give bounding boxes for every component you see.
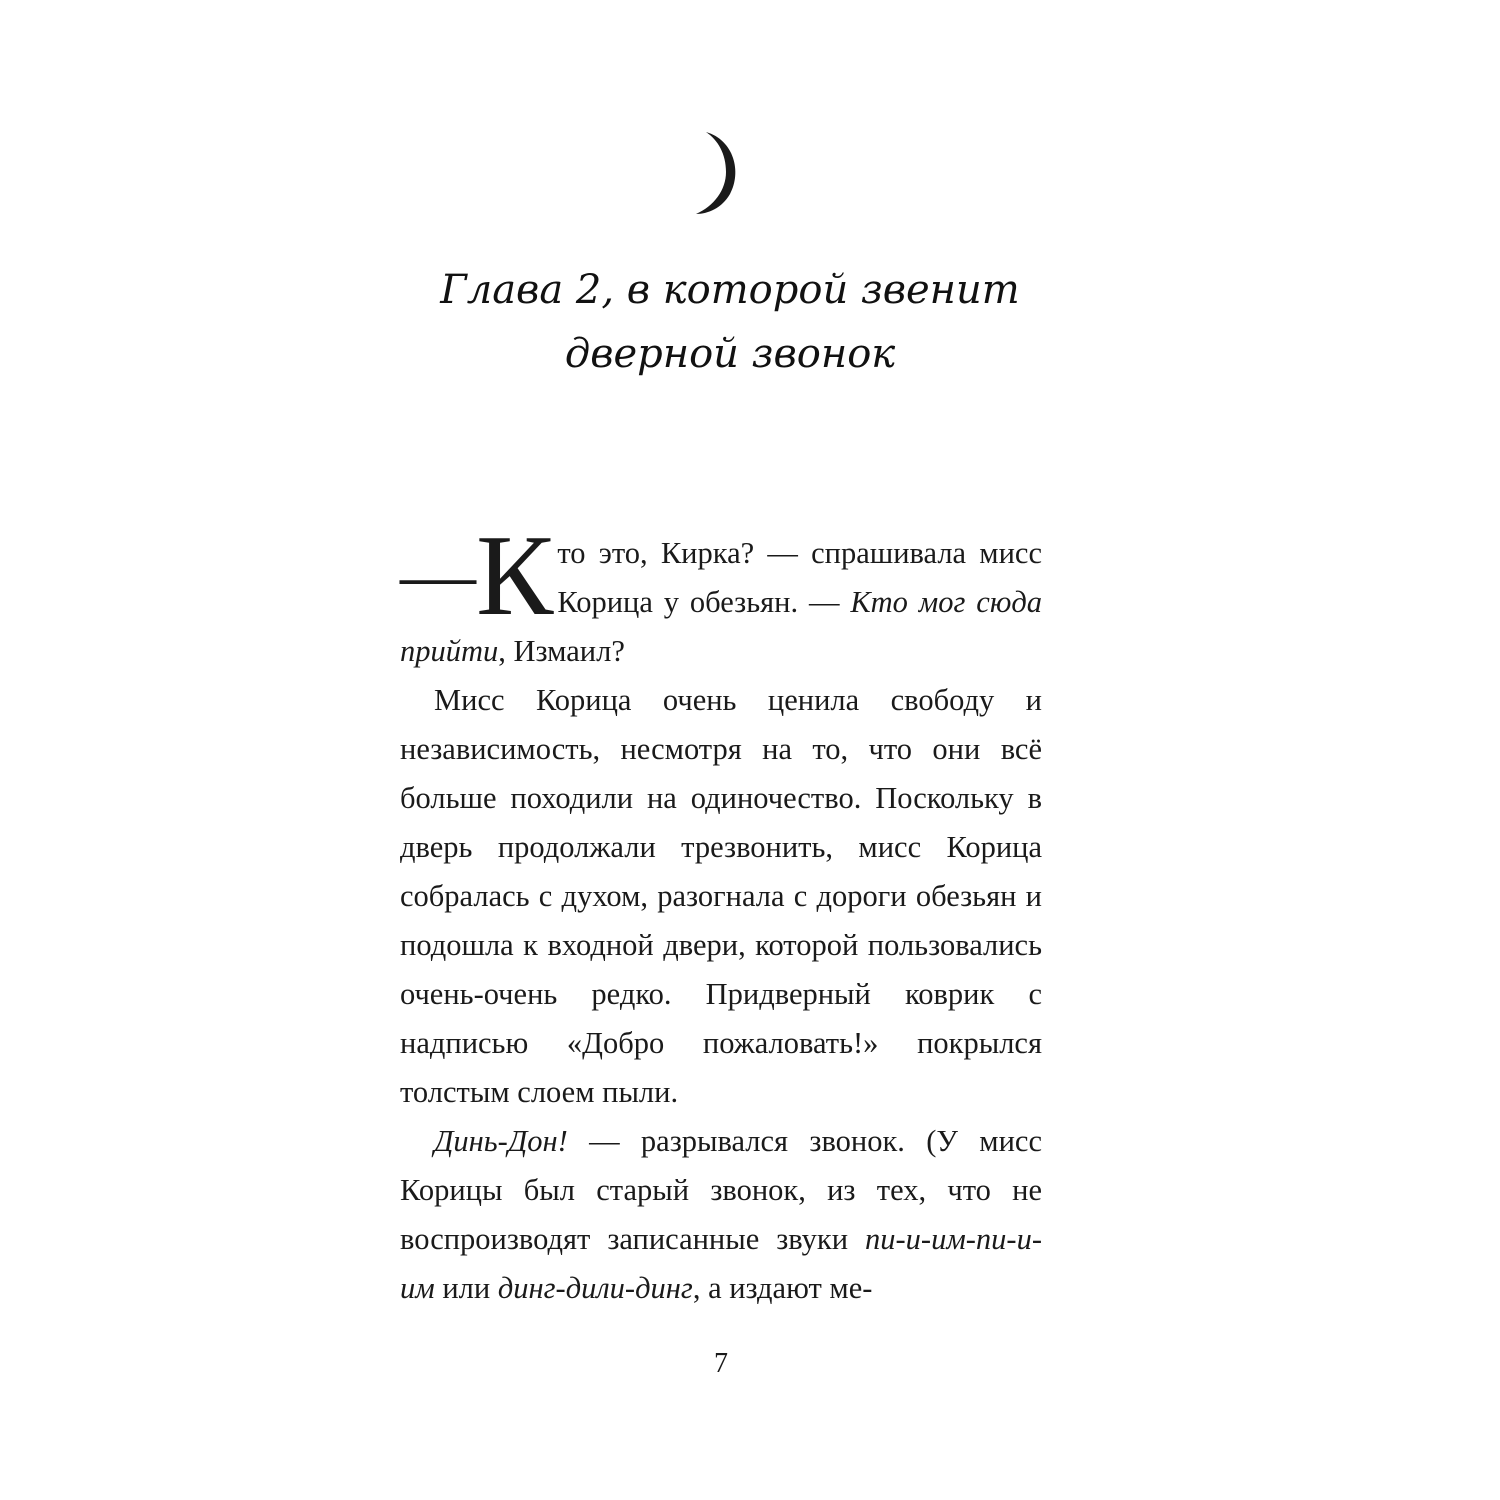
chapter-body <box>400 512 1043 1313</box>
drop-cap <box>400 512 554 640</box>
paragraph-1-italic: Кто мог сюда прийти <box>400 585 1043 668</box>
drop-cap-letter: К <box>476 512 554 640</box>
paragraph-2: Мисс Корица очень ценила свободу и независимость, несмотря на то, что они всё больше походили на одиночество. Поскольку в дверь продолжали трезвонить, мисс Корица собралась с духом, разогнала с дороги обезьян и подошла к входной двери, которой пользовались очень-очень редко. Придверный коврик с надписью «Добро пожаловать!» покрылся толстым слоем пыли. <box>400 683 1042 1109</box>
page-number: 7 <box>714 1348 728 1379</box>
paragraph-3-text-2: или <box>434 1271 498 1305</box>
paragraph-1-text-end: , Измаил? <box>498 634 625 668</box>
paragraph-3-text-3: , а издают ме- <box>692 1271 873 1305</box>
paragraph-3-italic-2: пи-и-им-пи-и-им <box>400 1222 1042 1305</box>
drop-cap-dash: — <box>400 533 476 617</box>
paragraph-1 <box>400 512 1043 676</box>
paragraph-3-italic-3: динг-дили-динг <box>497 1271 693 1305</box>
paragraph-3 <box>400 1117 1042 1313</box>
chapter-title-line-1: Глава 2, в которой звенит <box>440 267 1020 313</box>
paragraph-3-italic-1: Динь-Дон! <box>434 1124 568 1158</box>
chapter-title-line-2: дверной звонок <box>564 331 896 377</box>
paragraph-1-text: то это, Кирка? — спрашивала мисс Корица у обезьян. — <box>557 536 1042 619</box>
chapter-title <box>380 258 1080 386</box>
paragraph-3-text-1: — разрывался звонок. (У мисс Корицы был старый звонок, из тех, что не воспроизводят записанные звуки <box>400 1124 1042 1256</box>
crescent-moon-icon <box>684 128 748 216</box>
